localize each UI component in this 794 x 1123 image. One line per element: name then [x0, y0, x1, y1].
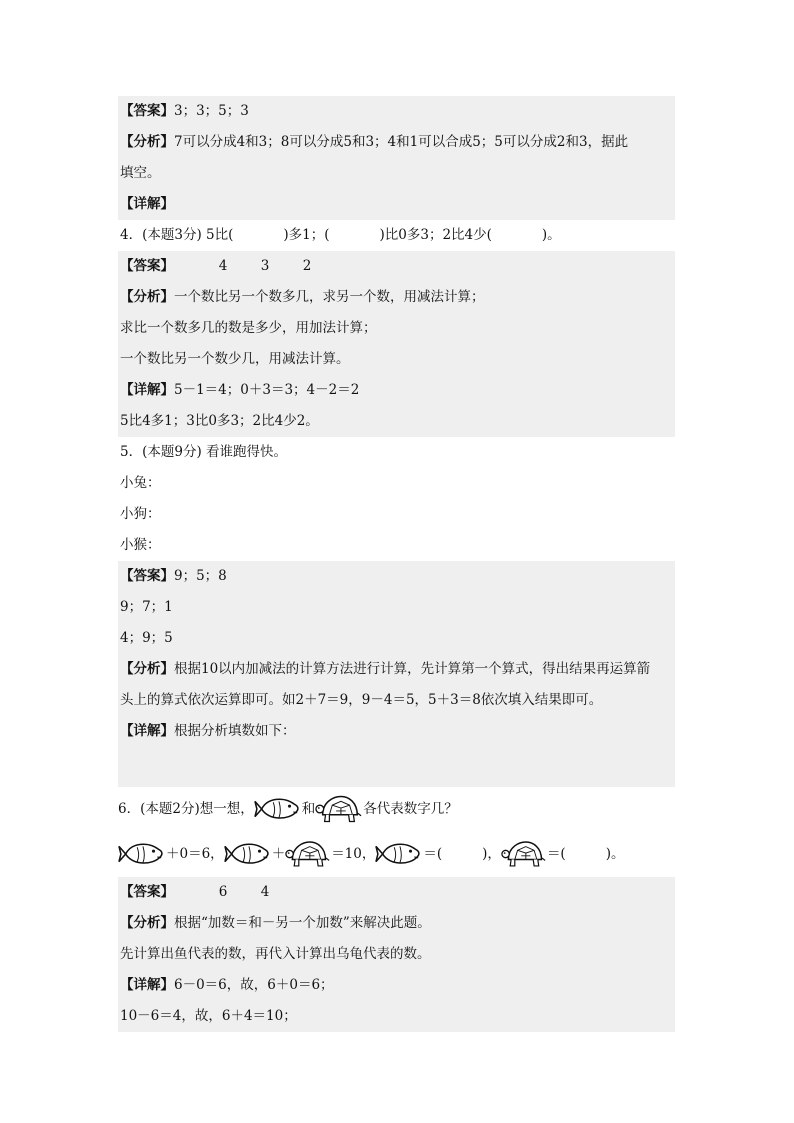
q4-score: (本题3分): [142, 227, 202, 243]
q6-answer-line: [118, 877, 675, 908]
q5-solution-block: [118, 561, 675, 787]
q6-analysis-text-1: 根据“加数＝和－另一个加数”来解决此题。: [174, 915, 431, 931]
analysis-tag: 【分析】: [120, 134, 174, 150]
q6-detail-line-1: [118, 970, 675, 1001]
q6-analysis-line-1: [118, 908, 675, 939]
q6-eq-4: ＝(: [546, 846, 566, 862]
q5-question: [118, 437, 675, 468]
q6-analysis-text-2: 先计算出鱼代表的数，再代入计算出乌龟代表的数。: [120, 946, 431, 962]
q6-eq-3: ＝(: [423, 846, 443, 862]
q6-solution-block: [118, 877, 675, 1032]
q5-answer-3: 4；9；5: [120, 630, 173, 646]
q4-analysis-line-2: [118, 313, 675, 344]
worksheet-content: [118, 96, 675, 1032]
analysis-tag: 【分析】: [120, 915, 174, 931]
q4-detail-text-1: 5－1＝4；0＋3＝3；4－2＝2: [174, 382, 360, 398]
q5-analysis-line-1: [118, 654, 675, 685]
q5-monkey-label: 小猴：: [120, 537, 161, 553]
q3-analysis-text-1: 7可以分成4和3；8可以分成5和3；4和1可以合成5；5可以分成2和3，据此: [174, 134, 629, 150]
q6-text-1: 想一想，: [199, 801, 254, 817]
q3-analysis-line-1: [118, 127, 675, 158]
q5-answer-2: 9；7；1: [120, 599, 173, 615]
q4-analysis-text-2: 求比一个数多几的数是多少，用加法计算；: [120, 320, 377, 336]
q5-analysis-text-1: 根据10以内加减法的计算方法进行计算，先计算第一个算式，得出结果再运算箭: [174, 661, 651, 677]
q5-detail-line: [118, 716, 675, 747]
q4-analysis-line-3: [118, 344, 675, 375]
q4-text-2: )多1；(: [283, 227, 330, 243]
q6-question: [118, 787, 675, 831]
q4-detail-line-1: [118, 375, 675, 406]
q4-answer-1: 4: [218, 258, 228, 274]
answer-tag: 【答案】: [120, 568, 174, 584]
answer-tag: 【答案】: [120, 258, 174, 274]
turtle-icon: [315, 793, 363, 825]
q5-text: 看谁跑得快。: [206, 444, 288, 460]
detail-tag: 【详解】: [120, 977, 174, 993]
q4-detail-line-2: [118, 406, 675, 437]
q3-solution-block: [118, 96, 675, 220]
q6-answer-1: 6: [218, 884, 228, 900]
q4-question: [118, 220, 675, 251]
q5-answer-1: 9；5；8: [174, 568, 227, 584]
turtle-icon: [501, 839, 547, 869]
q5-answer-line-3: [118, 623, 675, 654]
fish-icon: [224, 839, 272, 869]
q6-score: (本题2分): [140, 801, 200, 817]
detail-tag: 【详解】: [120, 196, 174, 212]
analysis-tag: 【分析】: [120, 289, 174, 305]
q5-answer-line-2: [118, 592, 675, 623]
q6-eq-4-end: )。: [605, 846, 625, 862]
q5-score: (本题9分): [142, 444, 202, 460]
q4-text-4: )。: [541, 227, 561, 243]
q5-figure-area: [118, 747, 675, 787]
q5-monkey-line: [118, 530, 675, 561]
q5-rabbit-label: 小兔：: [120, 475, 161, 491]
q5-rabbit-line: [118, 468, 675, 499]
q4-detail-text-2: 5比4多1；3比0多3；2比4少2。: [120, 413, 319, 429]
answer-tag: 【答案】: [120, 884, 174, 900]
q5-analysis-line-2: [118, 685, 675, 716]
answer-tag: 【答案】: [120, 103, 174, 119]
q4-solution-block: [118, 251, 675, 437]
q6-detail-text-1: 6－0＝6，故，6＋0＝6；: [174, 977, 334, 993]
q6-text-2: 和: [301, 801, 316, 817]
q6-number: 6．: [118, 801, 141, 817]
q4-answer-3: 2: [302, 258, 312, 274]
q5-detail-text: 根据分析填数如下：: [174, 723, 296, 739]
q4-answer-line: [118, 251, 675, 282]
q6-detail-text-2: 10－6＝4，故，6＋4＝10；: [120, 1008, 297, 1024]
q4-analysis-text-3: 一个数比另一个数少几，用减法计算。: [120, 351, 350, 367]
analysis-tag: 【分析】: [120, 661, 174, 677]
q6-equations: [118, 831, 675, 877]
fish-icon: [375, 839, 423, 869]
q6-eq-2-result: ＝10，: [331, 846, 376, 862]
q5-dog-label: 小狗：: [120, 506, 161, 522]
q5-answer-line-1: [118, 561, 675, 592]
q3-answer: 3；3；5；3: [174, 103, 249, 119]
q4-text-3: )比0多3；2比4少(: [379, 227, 492, 243]
q3-analysis-text-2: 填空。: [120, 165, 161, 181]
q4-number: 4．: [120, 227, 143, 243]
q3-detail-line: [118, 189, 675, 220]
q6-detail-line-2: [118, 1001, 675, 1032]
q6-answer-2: 4: [260, 884, 270, 900]
q5-number: 5．: [120, 444, 143, 460]
q6-eq-2-plus: ＋: [271, 846, 286, 862]
q4-answer-2: 3: [260, 258, 270, 274]
fish-icon: [118, 839, 166, 869]
q4-text-1: 5比(: [206, 227, 234, 243]
turtle-icon: [285, 839, 331, 869]
q6-eq-3-end: )，: [482, 846, 501, 862]
q4-analysis-text-1: 一个数比另一个数多几，求另一个数，用减法计算；: [174, 289, 485, 305]
q5-dog-line: [118, 499, 675, 530]
q6-eq-1: ＋0＝6，: [166, 846, 224, 862]
detail-tag: 【详解】: [120, 382, 174, 398]
q3-answer-line: [118, 96, 675, 127]
q6-analysis-line-2: [118, 939, 675, 970]
q5-analysis-text-2: 头上的算式依次运算即可。如2＋7＝9，9－4＝5，5＋3＝8依次填入结果即可。: [120, 692, 603, 708]
detail-tag: 【详解】: [120, 723, 174, 739]
q3-analysis-line-2: [118, 158, 675, 189]
q6-text-3: 各代表数字几？: [363, 801, 458, 817]
fish-icon: [254, 794, 302, 824]
q4-analysis-line-1: [118, 282, 675, 313]
